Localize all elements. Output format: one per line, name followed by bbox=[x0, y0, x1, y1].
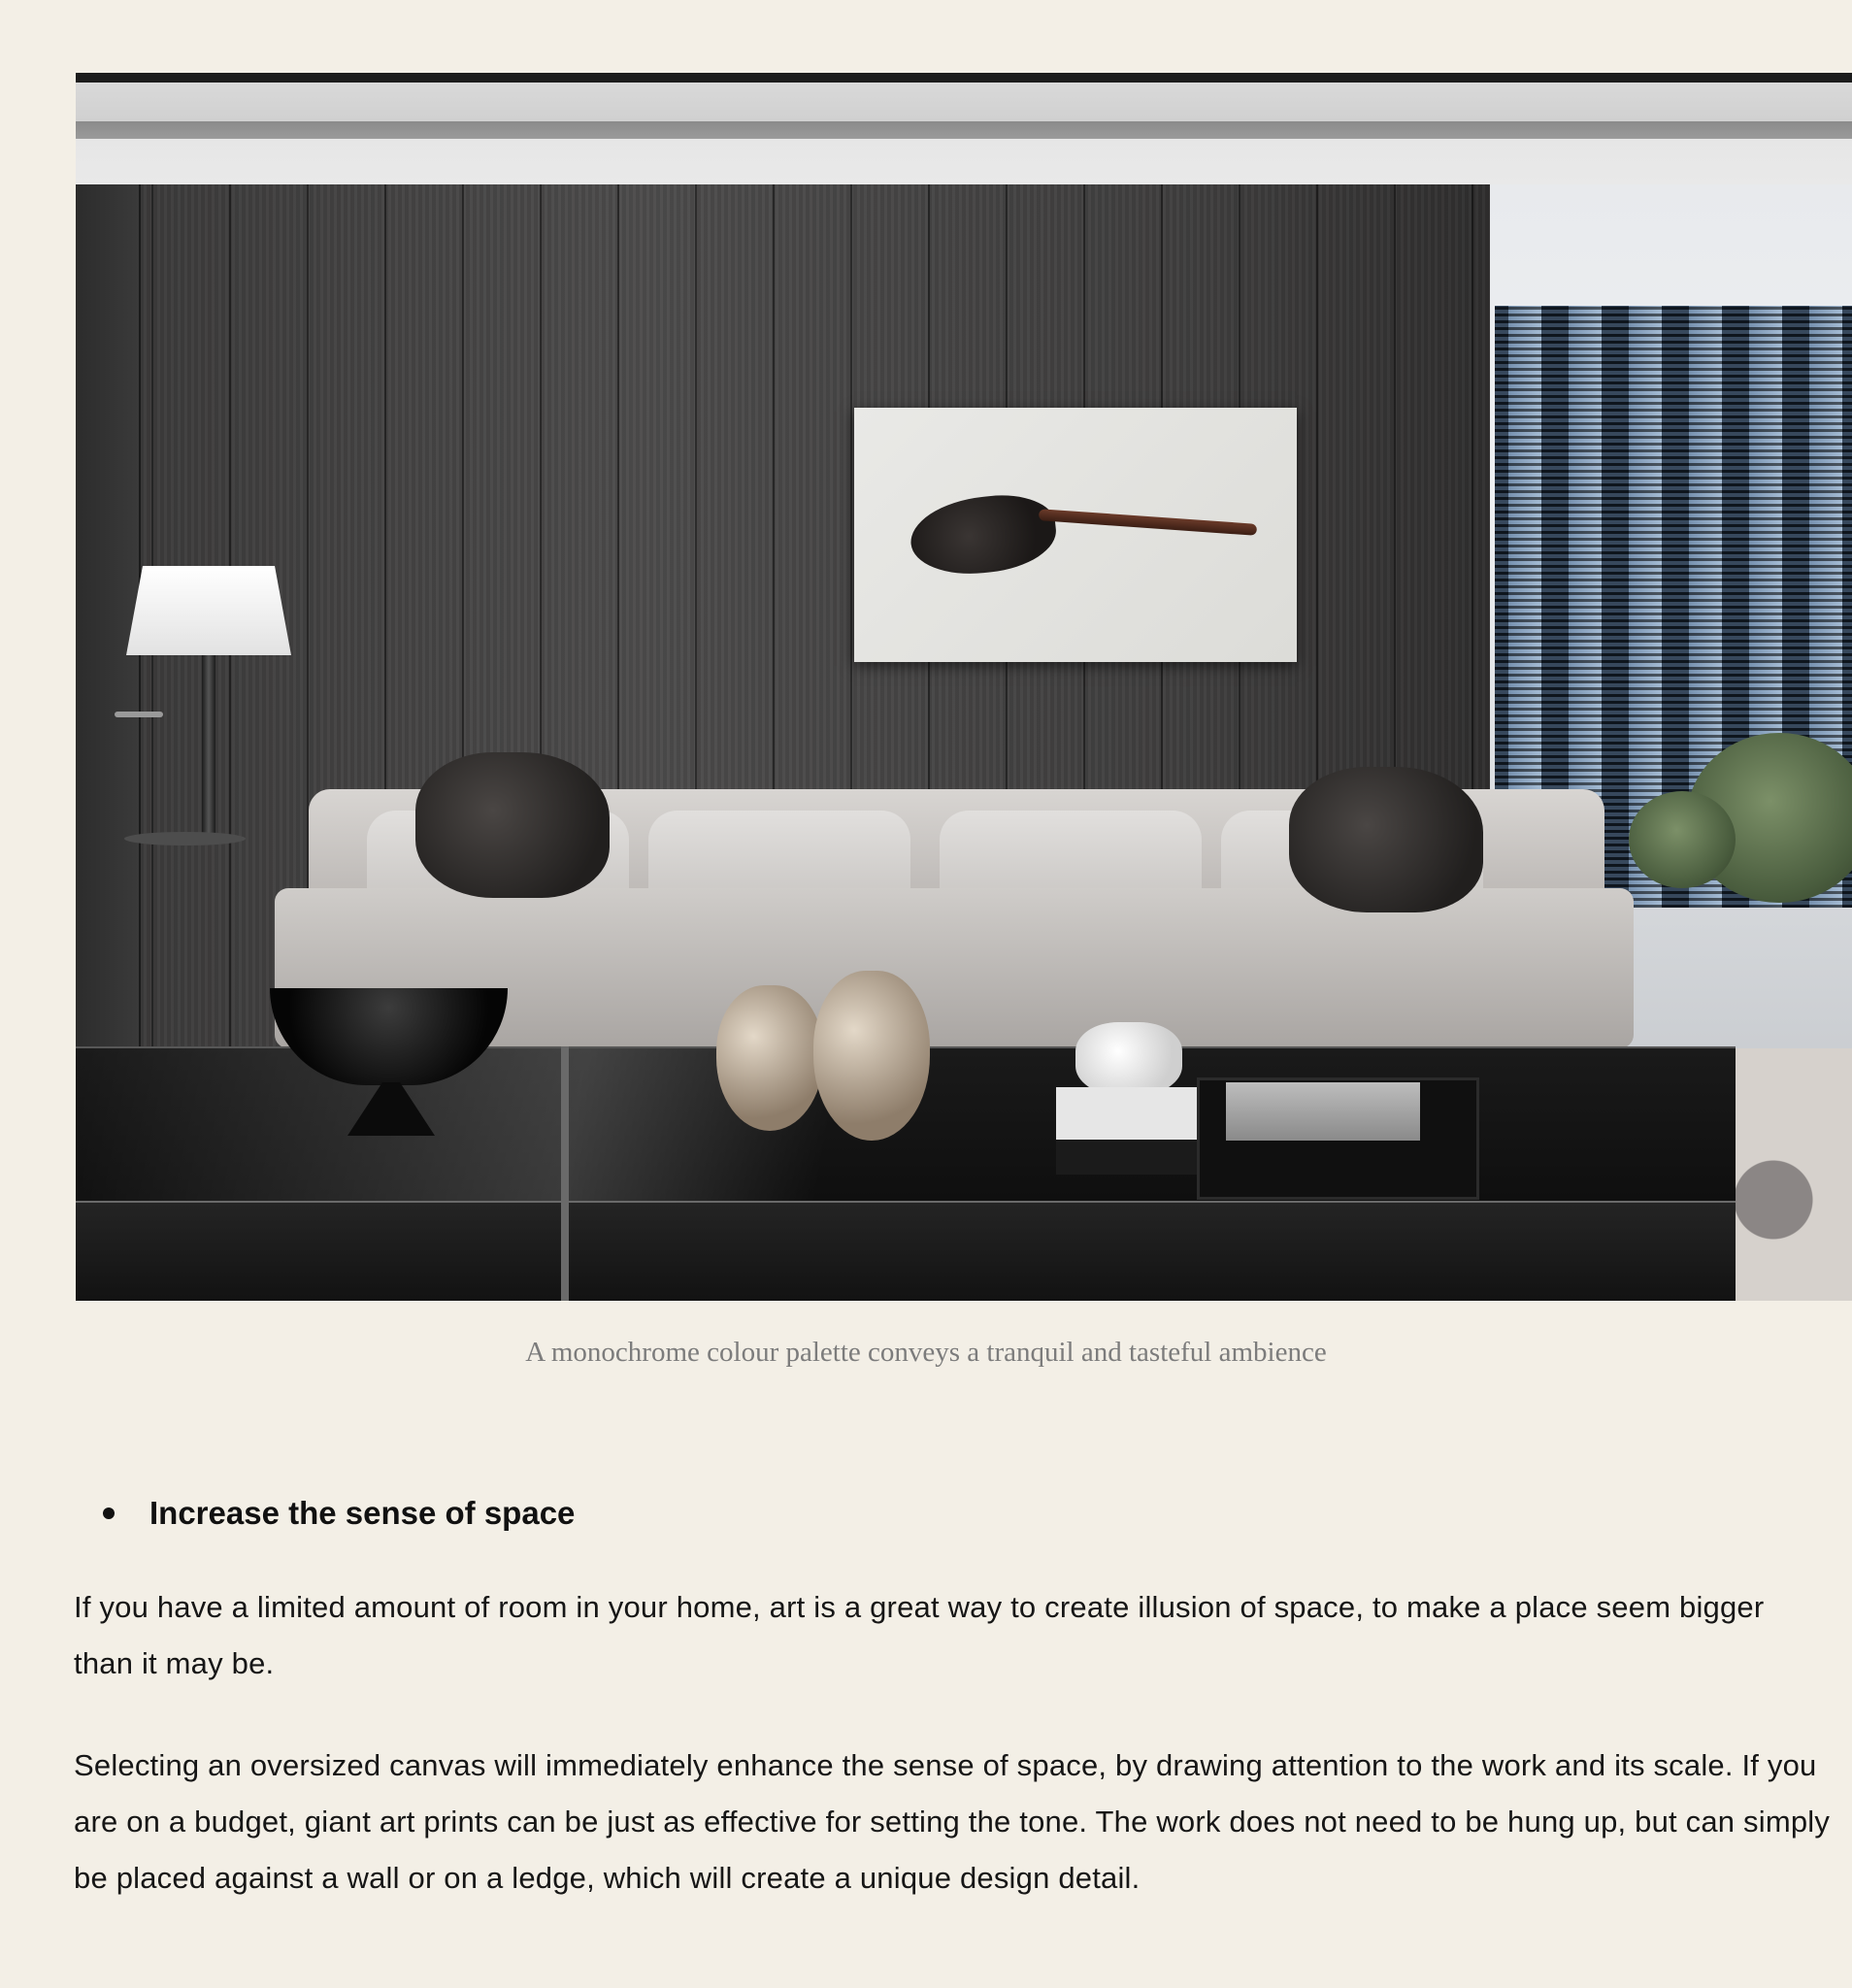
photo-table-edge bbox=[76, 1201, 1736, 1301]
body-paragraph: Selecting an oversized canvas will immediately enhance the sense of space, by drawing attention to the work and its scale. If you are on a budget, giant art prints can be just as effective for setting the tone. The work does not need to be hung up, but can simply be placed against a wall or on a ledge, which will create a unique design detail. bbox=[74, 1748, 1831, 1895]
photo-table-seam bbox=[561, 1046, 569, 1301]
image-caption: A monochrome colour palette conveys a tranquil and tasteful ambience bbox=[525, 1337, 1327, 1368]
photo-gourd-sculpture bbox=[716, 985, 823, 1131]
photo-wall-artwork bbox=[854, 408, 1297, 662]
section-heading bbox=[76, 1492, 575, 1535]
photo-tray-books bbox=[1226, 1082, 1420, 1141]
bullet-dot-icon bbox=[103, 1508, 115, 1519]
photo-ceiling bbox=[76, 73, 1852, 184]
photo-door-handle bbox=[115, 712, 163, 717]
artwork-brush-handle bbox=[1039, 509, 1257, 536]
section-heading-text: Increase the sense of space bbox=[149, 1495, 576, 1531]
photo-fur-pillow bbox=[415, 752, 610, 898]
artwork-brush-head bbox=[907, 489, 1059, 580]
photo-plant-small bbox=[1629, 791, 1736, 888]
section-bullet-list bbox=[76, 1492, 575, 1535]
photo-lamp-shade bbox=[126, 566, 291, 655]
photo-side-table bbox=[124, 832, 246, 845]
photo-gourd-sculpture bbox=[813, 971, 930, 1141]
photo-fur-pillow bbox=[1289, 767, 1483, 912]
living-room-photo bbox=[76, 73, 1852, 1301]
photo-door bbox=[76, 184, 141, 1058]
photo-white-coral bbox=[1075, 1022, 1182, 1095]
photo-lamp-stem bbox=[202, 655, 215, 840]
body-paragraph: If you have a limited amount of room in your home, art is a great way to create illusion of space, to make a place seem bigger than it may be. bbox=[74, 1590, 1765, 1680]
